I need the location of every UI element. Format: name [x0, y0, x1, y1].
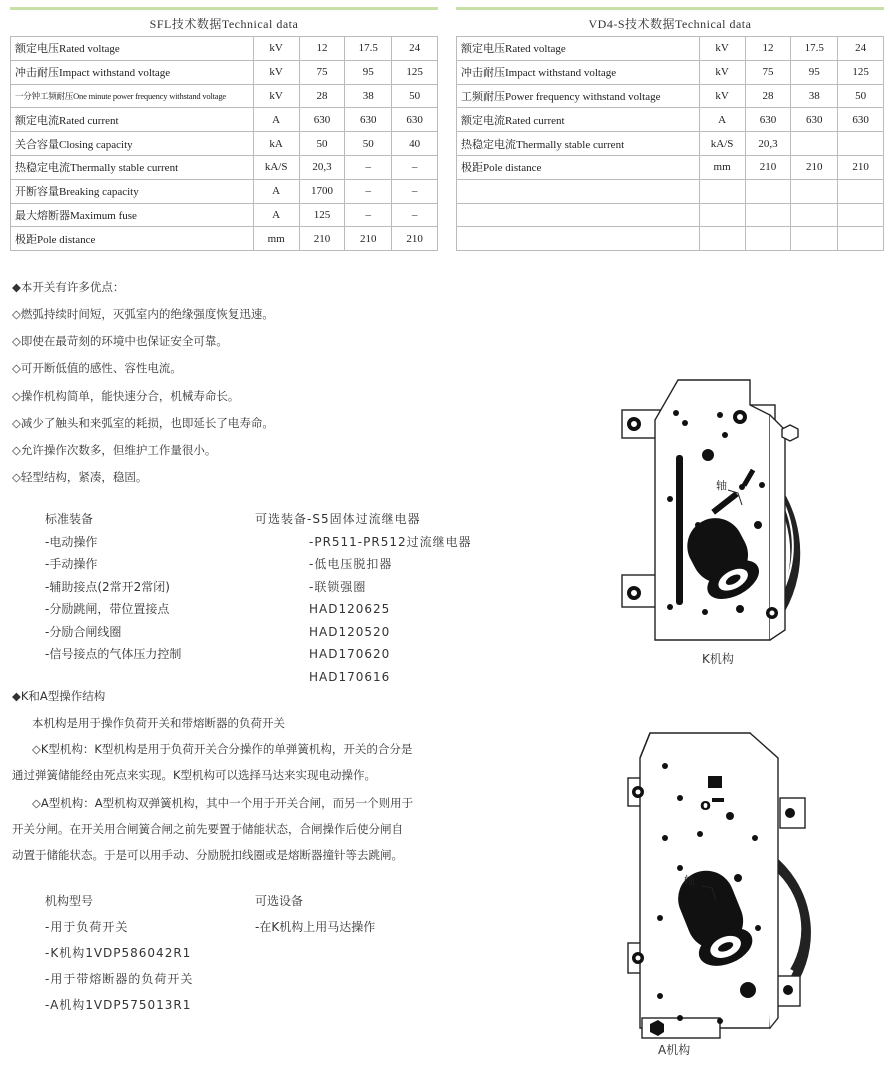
row-label: 极距Pole distance [11, 227, 254, 251]
row-value-24kv [838, 179, 884, 203]
a-para-line-1: ◇A型机构：A型机构双弹簧机构，其中一个用于开关合闸，而另一个则用于 [32, 796, 414, 810]
mechanism-model-column [45, 888, 193, 1018]
row-label: 开断容量Breaking capacity [11, 179, 254, 203]
mechanism-optional-item: -在K机构上用马达操作 [255, 920, 376, 934]
optional-equipment-item: HAD120625 [309, 602, 391, 616]
row-unit: kV [253, 60, 299, 84]
row-value-12kv [745, 227, 791, 251]
row-value-12kv: 125 [299, 203, 345, 227]
table-row [457, 84, 884, 108]
k-mechanism-paragraph [12, 736, 472, 788]
row-unit: A [253, 203, 299, 227]
row-value-17-5kv: 630 [345, 108, 392, 132]
row-value-24kv: 125 [392, 60, 438, 84]
mechanism-model-item: -K机构1VDP586042R1 [45, 946, 192, 960]
table-row [457, 108, 884, 132]
table-row [11, 37, 438, 61]
table-row [11, 227, 438, 251]
standard-equipment-title: 标准装备 [45, 512, 94, 526]
table-row [457, 227, 884, 251]
optional-equipment-item: -联锁强圈 [309, 579, 367, 594]
optional-equipment-item: -PR511-PR512过流继电器 [309, 534, 472, 549]
row-value-24kv: 630 [392, 108, 438, 132]
mechanism-optional-column [255, 888, 375, 940]
row-label [457, 203, 700, 227]
row-value-24kv [838, 132, 884, 156]
mechanism-optional-title: 可选设备 [255, 894, 304, 908]
row-value-17-5kv: 95 [345, 60, 392, 84]
row-value-12kv: 12 [299, 37, 345, 61]
row-label: 极距Pole distance [457, 155, 700, 179]
standard-equipment-item: -手动操作 [45, 557, 98, 571]
standard-equipment-item: -分励跳闸，带位置接点 [45, 602, 170, 616]
row-value-17-5kv: 38 [791, 84, 838, 108]
row-unit: mm [253, 227, 299, 251]
table-row [457, 179, 884, 203]
row-value-12kv [745, 203, 791, 227]
standard-equipment-item: -分励合闸线圈 [45, 624, 122, 639]
ka-section-heading: ◆K和A型操作结构 [12, 689, 106, 703]
row-value-12kv: 1700 [299, 179, 345, 203]
mechanism-model-item: -A机构1VDP575013R1 [45, 998, 192, 1012]
row-value-24kv [838, 203, 884, 227]
row-unit [699, 227, 745, 251]
optional-equipment-title: 可选装备-S5固体过流继电器 [255, 512, 421, 526]
table-row [11, 60, 438, 84]
row-label: 冲击耐压Impact withstand voltage [11, 60, 254, 84]
table-row [457, 132, 884, 156]
row-value-12kv: 210 [299, 227, 345, 251]
row-unit: A [253, 108, 299, 132]
mechanism-model-item: -用于负荷开关 [45, 920, 129, 934]
row-value-24kv: 630 [838, 108, 884, 132]
table-row [11, 108, 438, 132]
a-axis-label: 轴 [684, 874, 695, 887]
table-row [11, 155, 438, 179]
row-label: 最大熔断器Maximum fuse [11, 203, 254, 227]
row-label: 工频耐压Power frequency withstand voltage [457, 84, 700, 108]
row-unit: kV [699, 84, 745, 108]
a-mechanism-paragraph [12, 790, 472, 868]
row-value-24kv: 50 [392, 84, 438, 108]
row-unit: kV [253, 37, 299, 61]
standard-equipment-item: -辅助接点(2常开2常闭) [45, 579, 170, 594]
row-value-24kv: 125 [838, 60, 884, 84]
row-label: 一分钟工频耐压One minute power frequency withstand voltage [11, 84, 254, 108]
k-para-line-2: 通过弹簧储能经由死点来实现。K型机构可以选择马达来实现电动操作。 [12, 768, 377, 782]
advantage-item: ◇可开断低值的感性、容性电流。 [12, 361, 182, 376]
advantage-item: ◇减少了触头和来弧室的耗损，也即延长了电寿命。 [12, 415, 274, 430]
k-mechanism-drawing [610, 375, 850, 650]
a-para-line-2: 开关分闸。在开关用合闸簧合闸之前先要置于储能状态，合闸操作后使分闸自 [12, 822, 403, 836]
row-value-17-5kv: 630 [791, 108, 838, 132]
row-value-12kv: 75 [745, 60, 791, 84]
row-value-24kv: – [392, 179, 438, 203]
table-row [457, 60, 884, 84]
optional-equipment-item: -低电压脱扣器 [309, 557, 393, 571]
svg-text:o: o [700, 795, 711, 814]
optional-equipment-item: HAD120520 [309, 624, 391, 639]
row-label [457, 179, 700, 203]
a-mechanism-drawing [620, 728, 850, 1043]
row-value-12kv: 28 [299, 84, 345, 108]
advantage-item: ◇燃弧持续时间短，灭弧室内的绝缘强度恢复迅速。 [12, 307, 274, 321]
mechanism-model-item: -用于带熔断器的负荷开关 [45, 972, 194, 986]
advantage-item: ◇操作机构简单，能快速分合，机械寿命长。 [12, 388, 240, 403]
standard-equipment-column [45, 508, 181, 666]
standard-equipment-item: -信号接点的气体压力控制 [45, 647, 182, 661]
row-value-12kv: 12 [745, 37, 791, 61]
row-value-17-5kv: 50 [345, 132, 392, 156]
row-unit: A [699, 108, 745, 132]
row-value-12kv: 210 [745, 155, 791, 179]
row-value-12kv: 630 [299, 108, 345, 132]
row-value-24kv: 210 [838, 155, 884, 179]
row-value-17-5kv [791, 132, 838, 156]
row-value-17-5kv: 17.5 [791, 37, 838, 61]
row-value-17-5kv [791, 179, 838, 203]
row-unit: kA [253, 132, 299, 156]
sfl-technical-data-table [10, 10, 438, 251]
row-value-17-5kv: 210 [345, 227, 392, 251]
row-label: 额定电流Rated current [457, 108, 700, 132]
row-unit: kA/S [699, 132, 745, 156]
row-value-24kv: – [392, 203, 438, 227]
row-value-17-5kv [791, 203, 838, 227]
row-value-24kv: – [392, 155, 438, 179]
table-row [457, 37, 884, 61]
row-value-24kv: 24 [838, 37, 884, 61]
a-mechanism-caption: A机构 [658, 1043, 691, 1057]
row-label: 额定电压Rated voltage [11, 37, 254, 61]
row-value-17-5kv: 38 [345, 84, 392, 108]
row-value-17-5kv: – [345, 155, 392, 179]
vd4-table-title: VD4-S技术数据Technical data [588, 16, 752, 31]
row-value-12kv: 20,3 [299, 155, 345, 179]
table-row [11, 132, 438, 156]
row-unit: kV [699, 37, 745, 61]
a-para-line-3: 动置于储能状态。于是可以用手动、分励脱扣线圈或是熔断器撞针等去跳闸。 [12, 848, 403, 862]
advantage-item: ◇轻型结构，紧凑，稳固。 [12, 470, 148, 485]
row-value-17-5kv: 17.5 [345, 37, 392, 61]
optional-equipment-item: HAD170620 [309, 647, 391, 661]
optional-equipment-column [255, 508, 472, 688]
k-axis-label: 轴 [716, 479, 727, 492]
row-value-24kv: 50 [838, 84, 884, 108]
row-value-17-5kv: 95 [791, 60, 838, 84]
optional-equipment-item: HAD170616 [309, 669, 391, 684]
row-value-24kv: 210 [392, 227, 438, 251]
row-value-12kv: 630 [745, 108, 791, 132]
row-label: 额定电压Rated voltage [457, 37, 700, 61]
row-value-24kv [838, 227, 884, 251]
row-label: 热稳定电流Thermally stable current [457, 132, 700, 156]
vd4-technical-data-table [456, 10, 884, 251]
row-value-24kv: 24 [392, 37, 438, 61]
row-label: 热稳定电流Thermally stable current [11, 155, 254, 179]
row-label: 额定电流Rated current [11, 108, 254, 132]
row-unit: mm [699, 155, 745, 179]
row-value-24kv: 40 [392, 132, 438, 156]
sfl-table-title: SFL技术数据Technical data [149, 16, 299, 31]
row-unit: kV [253, 84, 299, 108]
advantages-heading: ◆本开关有许多优点： [12, 280, 125, 294]
row-value-17-5kv: – [345, 179, 392, 203]
table-row [457, 155, 884, 179]
table-row [11, 84, 438, 108]
row-unit: kA/S [253, 155, 299, 179]
row-label: 冲击耐压Impact withstand voltage [457, 60, 700, 84]
advantage-item: ◇即使在最苛刻的环境中也保证安全可靠。 [12, 334, 228, 349]
row-value-12kv: 75 [299, 60, 345, 84]
ka-section-intro: 本机构是用于操作负荷开关和带熔断器的负荷开关 [32, 716, 285, 730]
row-label: 关合容量Closing capacity [11, 132, 254, 156]
row-value-17-5kv [791, 227, 838, 251]
table-row [11, 203, 438, 227]
row-unit [699, 179, 745, 203]
row-value-12kv: 28 [745, 84, 791, 108]
k-para-line-1: ◇K型机构：K型机构是用于负荷开关合分操作的单弹簧机构，开关的合分是 [32, 742, 413, 756]
table-row [457, 203, 884, 227]
row-unit [699, 203, 745, 227]
standard-equipment-item: -电动操作 [45, 534, 98, 549]
advantage-item: ◇允许操作次数多，但维护工作量很小。 [12, 443, 217, 457]
row-value-12kv: 20,3 [745, 132, 791, 156]
mechanism-model-title: 机构型号 [45, 894, 94, 908]
row-value-12kv: 50 [299, 132, 345, 156]
row-unit: kV [699, 60, 745, 84]
row-value-12kv [745, 179, 791, 203]
table-row [11, 179, 438, 203]
k-mechanism-caption: K机构 [702, 652, 734, 666]
row-value-17-5kv: – [345, 203, 392, 227]
row-value-17-5kv: 210 [791, 155, 838, 179]
row-unit: A [253, 179, 299, 203]
row-label [457, 227, 700, 251]
